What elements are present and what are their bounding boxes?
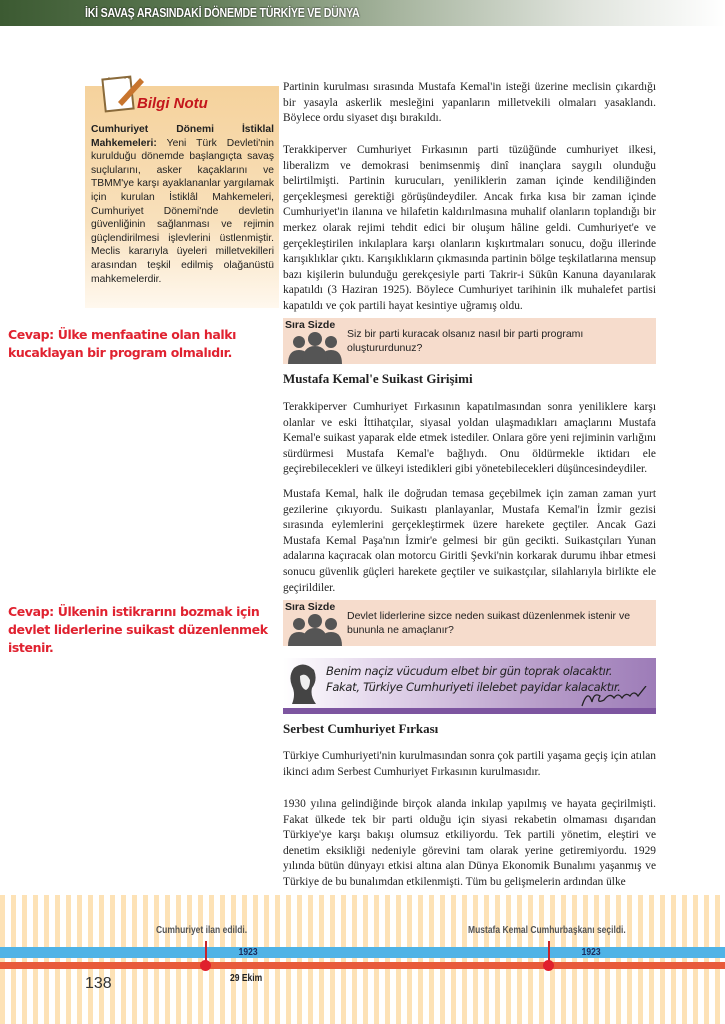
ataturk-quote-box (283, 658, 656, 714)
sira-sizde-question: Siz bir parti kuracak olsanız nasıl bir parti programı oluştururdunuz? (347, 328, 584, 354)
paragraph: Terakkiperver Cumhuriyet Fırkasının parti tüzüğünde cumhuriyet ilkesi, liberalizm ve demokrasi benimsenmiş dinî inançlara saygılı olunduğu belirtilmişti. Partinin kurucuları, yeniliklerin zaman içinde kendiliğinden gerçekleşmesi gerektiği görüşündeydiler. Ancak fırka kısa bir zaman içinde Cumhuriyet'in ilanına ve hilafetin kaldırılmasına muhalif olanların toplandığı bir merkez olarak rejimi tehdit edici bir oluşum hâline geldi. Cumhuriyet'e ve gerçekleştirilen inkılaplara karşı olanların kışkırtmaları sonucu, doğu illerinde karışıklıklar çıktı. Karışıklıkların çıkmasında partinin bölge teşkilatlarına mensup bazı kişilerin bulunduğu gerekçesiyle parti Takrir-i Sükûn Kanuna dayanılarak kapatıldı (3 Haziran 1925). Böylece Cumhuriyet tarihinin ilk muhalefet partisi kapatıldı ve çok partili hayat kesintiye uğramış oldu. (283, 144, 656, 312)
info-note-text: Cumhuriyet Dönemi İstiklal Mahkemeleri: Yeni Türk Devleti'nin kurulduğu dönemde başlangıçta savaş suçlularını, asker kaçaklarını ve TBMM'ye karşı ayaklananlar yargılamak için kurulan İstiklâl Mahkemeleri, Cumhuriyet Dönemi'nde devletin güvenliğinin sağlanması ve rejimin güçlendirilmesi işlevlerini üstlenmiştir. Meclis kararıyla üyeleri milletvekilleri arasından teşkil edilmiş olağanüstü mahkemelerdir. (91, 124, 274, 285)
answer-text: Cevap: Ülkenin istikrarını bozmak için devlet liderlerine suikast düzenlenmek istenir. (8, 604, 268, 655)
sira-sizde-box (283, 318, 656, 364)
sira-sizde-question: Devlet liderlerine sizce neden suikast düzenlenmek istenir ve bununla ne amaçlanır? (347, 610, 631, 636)
info-note-title: Bilgi Notu (137, 95, 208, 112)
timeline-date: 29 Ekim (230, 973, 263, 984)
quote-text: Benim naçiz vücudum elbet bir gün toprak olacaktır. Fakat, Türkiye Cumhuriyeti ilelebet payidar kalacaktır. (326, 664, 621, 694)
timeline-event-label: Cumhuriyet ilan edildi. (156, 925, 248, 936)
people-icon (285, 612, 345, 646)
timeline-point (543, 960, 554, 971)
section-heading: Mustafa Kemal'e Suikast Girişimi (283, 371, 473, 386)
timeline (0, 895, 725, 1024)
timeline-event-label: Mustafa Kemal Cumhurbaşkanı seçildi. (468, 925, 626, 936)
timeline-red-bar (0, 962, 725, 969)
paragraph: Terakkiperver Cumhuriyet Fırkasının kapatılmasından sonra yeniliklere karşı olanlar ve eski İttihatçılar, siyasal yoldan ulaşmadıkları amaçlarını Mustafa Kemal'e suikast yaparak elde etmek istediler. Onlara göre yeni rejiminin varlığını sürdürmesi Mustafa Kemal'e bağlıydı. Onu öldürmekle iktidarı ele geçirebilecekleri ve ülkeyi istedikleri gibi yönetebilecekleri düşüncesindeydiler. (283, 401, 656, 476)
section-heading: Serbest Cumhuriyet Fırkası (283, 721, 439, 736)
ataturk-portrait-icon (286, 662, 322, 706)
paragraph: Partinin kurulması sırasında Mustafa Kemal'in isteği üzerine meclisin çıkardığı bir yasayla askerlik mesleğini yapanların milletvekili olmaları yasaklandı. Böylece ordu siyaset dışı bırakıldı. (283, 81, 656, 125)
timeline-blue-bar (0, 947, 725, 958)
sira-sizde-label: Sıra Sizde (285, 601, 336, 613)
timeline-year: 1923 (238, 947, 258, 958)
ataturk-signature (578, 686, 648, 708)
page-header (0, 0, 725, 26)
sira-sizde-box (283, 600, 656, 646)
timeline-year: 1923 (581, 947, 601, 958)
page-number: 138 (85, 975, 112, 992)
paragraph: Mustafa Kemal, halk ile doğrudan temasa geçebilmek için zaman zaman yurt gezilerine çıkıyordu. Suikastı planlayanlar, Mustafa Kemal'in İzmir gezisi sırasında eylemlerini gerçekleştirmek üzere harekete geçtiler. Ancak Gazi Mustafa Kemal Paşa'nın İzmir'e gelmesi bir gün gecikti. Suikastçıları Yunan adalarına kaçıracak olan motorcu Giritli Şevki'nin korkarak durumu ihbar etmesi sonucu güvenlik güçleri harekete geçtiler ve suikastçılar, silahlarıyla birlikte ele geçirildiler. (283, 488, 656, 594)
sira-sizde-label: Sıra Sizde (285, 319, 336, 331)
paragraph: Türkiye Cumhuriyeti'nin kurulmasından sonra çok partili yaşama geçiş için atılan ikinci adım Serbest Cumhuriyet Fırkasının kurulmasıdır. (283, 750, 656, 778)
chapter-title: İKİ SAVAŞ ARASINDAKİ DÖNEMDE TÜRKİYE VE DÜNYA (85, 5, 360, 20)
paragraph: 1930 yılına gelindiğinde birçok alanda inkılap yapılmış ve hayata geçirilmişti. Fakat ülkede tek bir parti olduğu için siyasi rekabetin olmaması dışarıdan Türkiye'ye karşı bakışı olumsuz etkiliyordu. Tek partili yönetim, eleştiri ve denetim eksikliği nedeniyle görevini tam olarak yerine getiremiyordu. 1929 yılında bütün dünyayı etkisi altına alan Dünya Ekonomik Bunalımı yaşanmış ve Türkiye de bu bunalımdan etkilenmişti. Tüm bu gelişmelerin ardından ülke (283, 798, 656, 888)
answer-text: Cevap: Ülke menfaatine olan halkı kucaklayan bir program olmalıdır. (8, 327, 237, 360)
timeline-point (200, 960, 211, 971)
